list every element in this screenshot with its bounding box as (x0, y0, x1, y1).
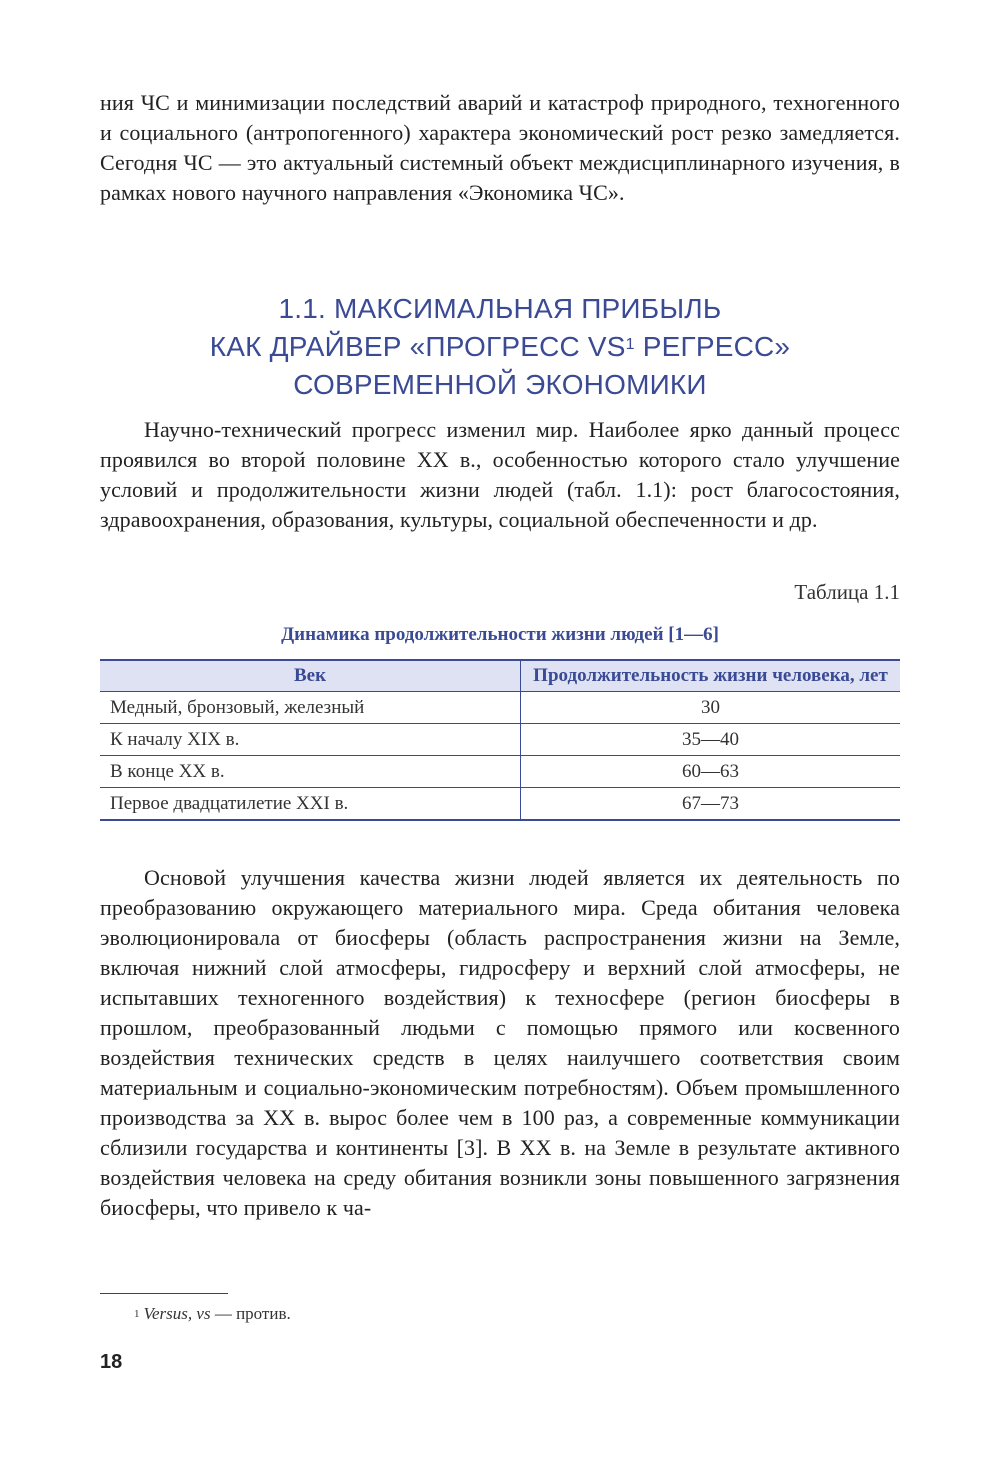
page-number: 18 (100, 1351, 123, 1373)
table-row (100, 788, 900, 821)
intro-paragraph: ния ЧС и минимизации последствий аварий и катастроф природного, техногенного и социального (антропогенного) характера экономический рост резко замедляется. Сегодня ЧС — это актуальный системный объект междисциплинарного изучения, в рамках нового научного направления «Экономика ЧС». (100, 90, 900, 205)
life-expectancy-table (100, 659, 900, 821)
column-header-life-expectancy: Продолжительность жизни человека, лет (521, 660, 901, 692)
footnote (134, 1302, 291, 1326)
table-cell-age: К началу XIX в. (100, 724, 521, 756)
footnote-term: Versus, vs (143, 1304, 211, 1323)
table-cell-value: 60—63 (521, 756, 901, 788)
table-row (100, 724, 900, 756)
table-title: Динамика продолжительности жизни людей [1—6] (281, 624, 719, 645)
paragraph-technosphere: Основой улучшения качества жизни людей является их деятельность по преобразованию окружающего материального мира. Среда обитания человека эволюционировала от биосферы (область распространения жизни на Земле, включая нижний слой атмосферы, гидросферу и верхний слой атмосферы, не испытавших техногенного воздействия) к техносфере (регион биосферы в прошлом, преобразованный людьми с помощью прямого или косвенного воздействия технических средств в целях наилучшего соответствия своим материальным и социально-экономическим потребностям). Объем промышленного производства за XX в. вырос более чем в 100 раз, а современные коммуникации сблизили государства и континенты [3]. В XX в. на Земле в результате активного воздействия человека на среду обитания возникли зоны повышенного загрязнения биосферы, что привело к ча- (100, 865, 900, 1220)
heading-line-2 (100, 328, 900, 366)
table-cell-age: Медный, бронзовый, железный (100, 692, 521, 724)
table-cell-value: 67—73 (682, 792, 739, 814)
heading-line-2-end: РЕГРЕСС» (634, 331, 791, 362)
table-cell-value: 30 (521, 692, 901, 724)
table-label: Таблица 1.1 (794, 580, 900, 604)
footnote-divider (100, 1293, 228, 1294)
table-cell-value: 35—40 (521, 724, 901, 756)
table-row (100, 692, 900, 724)
footnote-definition: — против. (210, 1304, 291, 1323)
table-header-row (100, 660, 900, 692)
heading-line-3: СОВРЕМЕННОЙ ЭКОНОМИКИ (293, 369, 707, 400)
heading-line-1: 1.1. МАКСИМАЛЬНАЯ ПРИБЫЛЬ (278, 293, 722, 324)
column-header-age: Век (100, 660, 521, 692)
paragraph-progress: Научно-технический прогресс изменил мир. Наиболее ярко данный процесс проявился во второй половине XX в., особенностью которого стало улучшение условий и продолжительности жизни людей (табл. 1.1): рост благосостояния, здравоохранения, образования, культуры, социальной обеспеченности и др. (100, 417, 900, 532)
table-cell-age: В конце XX в. (100, 756, 521, 788)
table-row (100, 756, 900, 788)
table-cell-age: Первое двадцатилетие XXI в. (100, 788, 521, 821)
heading-footnote-mark[interactable]: 1 (625, 336, 635, 353)
heading-line-2-start: КАК ДРАЙВЕР «ПРОГРЕСС VS (209, 331, 626, 362)
section-heading (100, 290, 900, 404)
footnote-mark: 1 (134, 1308, 140, 1320)
